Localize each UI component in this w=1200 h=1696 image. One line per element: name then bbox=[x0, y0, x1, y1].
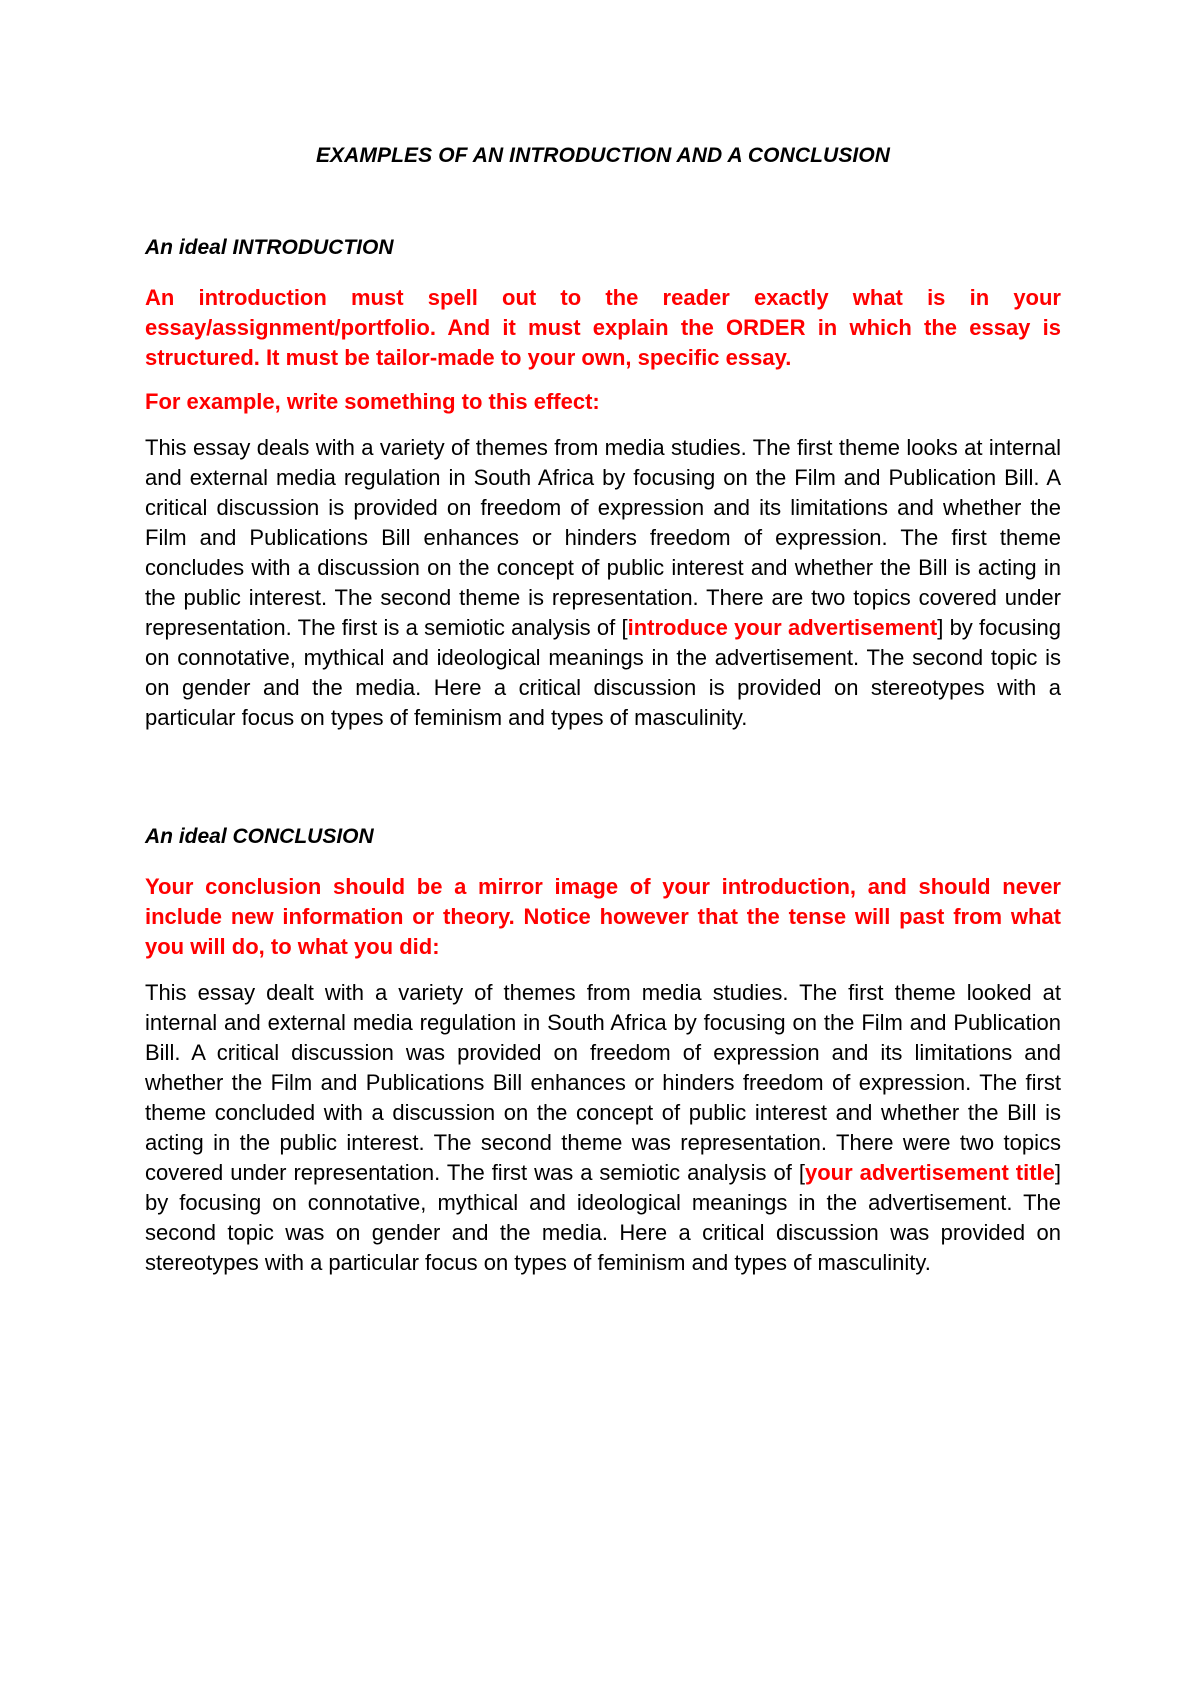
introduction-example-paragraph bbox=[145, 433, 1061, 733]
conclusion-heading: An ideal CONCLUSION bbox=[145, 825, 374, 848]
introduction-heading: An ideal INTRODUCTION bbox=[145, 236, 394, 259]
introduction-instruction: An introduction must spell out to the reader exactly what is in your essay/assignment/portfolio. And it must explain the ORDER in which the essay is structured. It must be tailor-made to your own, specific essay. bbox=[145, 285, 1061, 370]
introduction-body-end: ] by focusing on connotative, mythical and ideological meanings in the advertisement. The second topic is on gender and the media. Here a critical discussion is provided on stereotypes with a particular focus on types of feminism and types of masculinity. bbox=[145, 615, 1062, 730]
introduction-example-label: For example, write something to this effect: bbox=[145, 389, 600, 414]
introduction-placeholder: introduce your advertisement bbox=[627, 615, 938, 640]
conclusion-body-end: ] by focusing on connotative, mythical and ideological meanings in the advertisement. The second topic was on gender and the media. Here a critical discussion was provided on stereotypes with a particular focus on types of feminism and types of masculinity. bbox=[145, 1160, 1062, 1275]
conclusion-example-paragraph bbox=[145, 978, 1061, 1278]
introduction-body-start: This essay deals with a variety of themes from media studies. The first theme looks at internal and external media regulation in South Africa by focusing on the Film and Publication Bill. A critical discussion is provided on freedom of expression and its limitations and whether the Film and Publications Bill enhances or hinders freedom of expression. The first theme concludes with a discussion on the concept of public interest and whether the Bill is acting in the public interest. The second theme is representation. There are two topics covered under representation. The first is a semiotic analysis of [ bbox=[145, 435, 1061, 640]
conclusion-body-start: This essay dealt with a variety of themes from media studies. The first theme looked at internal and external media regulation in South Africa by focusing on the Film and Publication Bill. A critical discussion was provided on freedom of expression and its limitations and whether the Film and Publications Bill enhances or hinders freedom of expression. The first theme concluded with a discussion on the concept of public interest and whether the Bill is acting in the public interest. The second theme was representation. There were two topics covered under representation. The first was a semiotic analysis of [ bbox=[145, 980, 1061, 1185]
page-title: EXAMPLES OF AN INTRODUCTION AND A CONCLUSION bbox=[315, 144, 891, 167]
conclusion-placeholder: your advertisement title bbox=[804, 1160, 1055, 1185]
conclusion-instruction: Your conclusion should be a mirror image of your introduction, and should never include new information or theory. Notice however that the tense will past from what you will do, to what you did: bbox=[145, 874, 1061, 959]
